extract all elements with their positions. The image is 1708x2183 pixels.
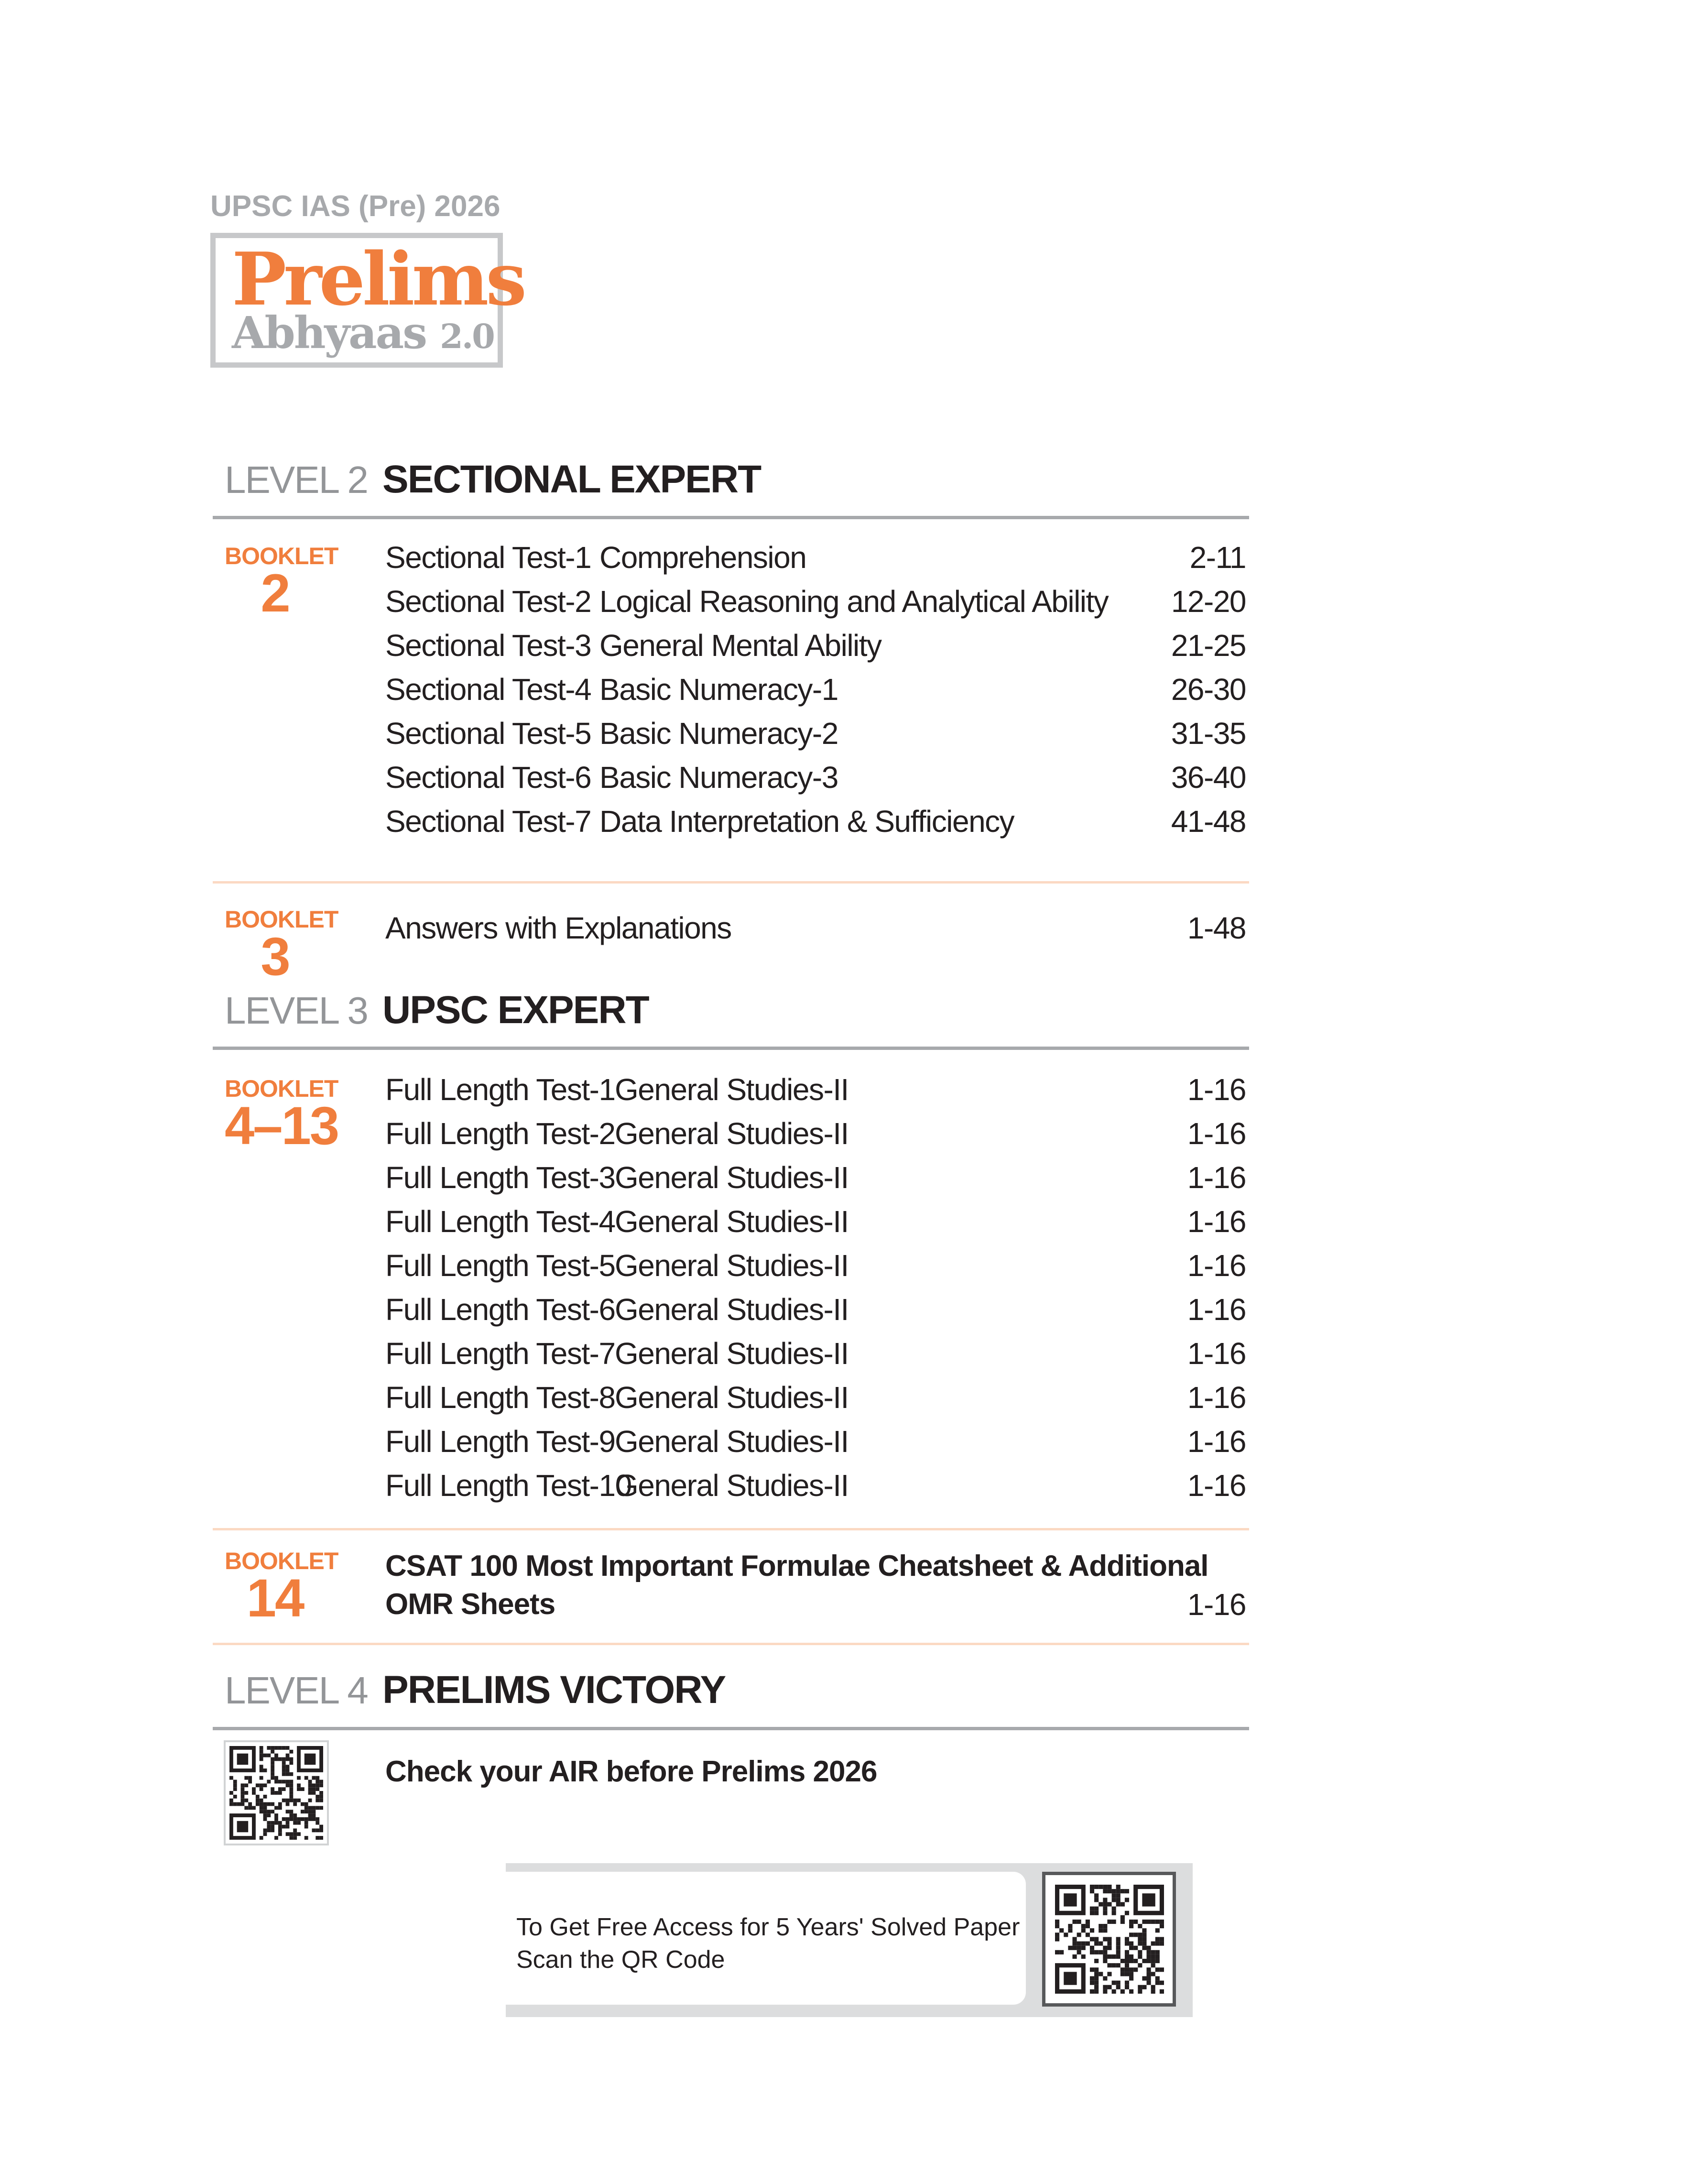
test-name: Sectional Test-4 — [385, 672, 591, 707]
page-range: 41-48 — [1171, 804, 1246, 839]
test-name: Sectional Test-2 — [385, 584, 591, 619]
qr-code-icon — [229, 1746, 323, 1840]
level-label: LEVEL 3 — [225, 989, 368, 1032]
answers-label: Answers with Explanations — [385, 911, 731, 945]
table-row — [385, 1463, 1246, 1507]
booklet-word: BOOKLET — [225, 543, 338, 569]
section-divider — [213, 1643, 1249, 1645]
test-name: Full Length Test-2 — [385, 1116, 615, 1151]
table-row — [385, 535, 1246, 579]
table-row — [385, 1419, 1246, 1463]
victory-text: Check your AIR before Prelims 2026 — [385, 1755, 877, 1788]
table-row — [385, 667, 1246, 711]
test-subject: General Studies-II — [615, 1424, 849, 1459]
test-name: Full Length Test-5 — [385, 1248, 615, 1283]
test-name: Full Length Test-6 — [385, 1292, 615, 1327]
test-subject: Basic Numeracy-2 — [599, 716, 838, 751]
test-subject: General Studies-II — [615, 1116, 849, 1151]
page-range: 1-16 — [1187, 1292, 1246, 1327]
level-3-divider — [213, 1047, 1249, 1050]
test-name: Full Length Test-7 — [385, 1336, 615, 1371]
page-range: 21-25 — [1171, 628, 1246, 663]
logo-subtitle — [232, 309, 494, 357]
test-subject: General Studies-II — [615, 1380, 849, 1415]
booklet-number: 3 — [261, 927, 289, 986]
level-2-divider — [213, 516, 1249, 519]
level-title: PRELIMS VICTORY — [382, 1668, 726, 1712]
logo-subtitle-text: Abhyaas — [232, 307, 426, 359]
page-range: 1-48 — [1187, 911, 1246, 945]
booklet-3-badge — [225, 906, 338, 986]
level-4-divider — [213, 1727, 1249, 1730]
table-row — [385, 711, 1246, 755]
page-range: 1-16 — [1187, 1424, 1246, 1459]
page-range: 1-16 — [1187, 1336, 1246, 1371]
test-subject: Basic Numeracy-1 — [599, 672, 838, 707]
logo-title: Prelims — [232, 236, 524, 322]
level-label: LEVEL 2 — [225, 458, 368, 501]
page-range: 1-16 — [1187, 1116, 1246, 1151]
test-subject: General Studies-II — [615, 1248, 849, 1283]
page-range: 26-30 — [1171, 672, 1246, 707]
page-range: 31-35 — [1171, 716, 1246, 751]
page-range: 1-16 — [1187, 1072, 1246, 1107]
level-title: UPSC EXPERT — [382, 988, 649, 1032]
table-row — [385, 1200, 1246, 1244]
qr-code-air[interactable] — [224, 1740, 329, 1845]
table-row — [385, 1375, 1246, 1419]
access-line-2: Scan the QR Code — [516, 1946, 725, 1974]
booklet-word: BOOKLET — [225, 1075, 338, 1102]
table-row — [385, 799, 1246, 843]
table-row — [385, 1112, 1246, 1156]
test-subject: General Studies-II — [615, 1292, 849, 1327]
page-range: 1-16 — [1187, 1380, 1246, 1415]
booklet-2-badge — [225, 543, 338, 623]
test-name: Full Length Test-3 — [385, 1160, 615, 1195]
logo-box — [210, 233, 524, 368]
test-name: Full Length Test-4 — [385, 1204, 615, 1239]
level-label: LEVEL 4 — [225, 1669, 368, 1712]
qr-code-solved-papers[interactable] — [1042, 1872, 1176, 2007]
csat-title-line2: OMR Sheets — [385, 1588, 555, 1621]
access-line-1: To Get Free Access for 5 Years' Solved Paper — [516, 1913, 1020, 1941]
table-row — [385, 1332, 1246, 1375]
test-subject: Logical Reasoning and Analytical Ability — [599, 584, 1109, 619]
free-access-panel — [506, 1863, 1193, 2017]
table-row — [385, 1244, 1246, 1288]
test-subject: General Studies-II — [615, 1160, 849, 1195]
test-subject: General Studies-II — [615, 1336, 849, 1371]
test-subject: General Studies-II — [615, 1204, 849, 1239]
test-subject: General Studies-II — [615, 1072, 849, 1107]
booklet-4-13-badge — [225, 1075, 338, 1156]
level-title: SECTIONAL EXPERT — [382, 458, 761, 501]
test-subject: Basic Numeracy-3 — [599, 760, 838, 795]
test-name: Sectional Test-5 — [385, 716, 591, 751]
table-row — [385, 579, 1246, 623]
booklet-word: BOOKLET — [225, 906, 338, 933]
page-range: 1-16 — [1187, 1204, 1246, 1239]
test-subject: General Studies-II — [615, 1468, 849, 1503]
section-divider — [213, 1528, 1249, 1530]
test-subject: General Mental Ability — [599, 628, 881, 663]
booklet-number: 14 — [246, 1568, 304, 1628]
page-range: 1-16 — [1187, 1468, 1246, 1503]
page-range: 36-40 — [1171, 760, 1246, 795]
table-row — [385, 755, 1246, 799]
page-range: 2-11 — [1189, 540, 1246, 575]
csat-title-line1: CSAT 100 Most Important Formulae Cheatsheet & Additional — [385, 1550, 1208, 1583]
logo-version: 2.0 — [440, 317, 494, 356]
booklet-14-badge — [225, 1548, 338, 1628]
table-row — [385, 623, 1246, 667]
free-access-card — [506, 1872, 1026, 2005]
test-name: Full Length Test-8 — [385, 1380, 615, 1415]
table-row — [385, 1288, 1246, 1332]
test-subject: Data Interpretation & Sufficiency — [599, 804, 1014, 839]
answers-row — [385, 906, 1246, 950]
table-row — [385, 1068, 1246, 1112]
table-row — [385, 1156, 1246, 1200]
test-name: Sectional Test-1 — [385, 540, 591, 575]
booklet-number: 4–13 — [225, 1096, 338, 1156]
level-3-header — [225, 988, 1248, 1041]
test-name: Full Length Test-9 — [385, 1424, 615, 1459]
qr-code-icon — [1055, 1885, 1164, 1994]
page-range: 1-16 — [1187, 1587, 1246, 1622]
booklet-word: BOOKLET — [225, 1548, 338, 1574]
test-name: Full Length Test-1 — [385, 1072, 615, 1107]
test-name: Sectional Test-7 — [385, 804, 591, 839]
full-length-test-list — [385, 1068, 1246, 1507]
test-name: Full Length Test-10 — [385, 1468, 631, 1503]
booklet-number: 2 — [261, 563, 289, 623]
test-subject: Comprehension — [599, 540, 806, 575]
page-range: 12-20 — [1171, 584, 1246, 619]
level-2-header — [225, 458, 1248, 511]
logo-superscript: UPSC IAS (Pre) 2026 — [210, 190, 500, 223]
page-range: 1-16 — [1187, 1248, 1246, 1283]
test-name: Sectional Test-6 — [385, 760, 591, 795]
level-4-header — [225, 1668, 1248, 1721]
sectional-test-list — [385, 535, 1246, 843]
test-name: Sectional Test-3 — [385, 628, 591, 663]
page-range: 1-16 — [1187, 1160, 1246, 1195]
section-divider — [213, 881, 1249, 884]
